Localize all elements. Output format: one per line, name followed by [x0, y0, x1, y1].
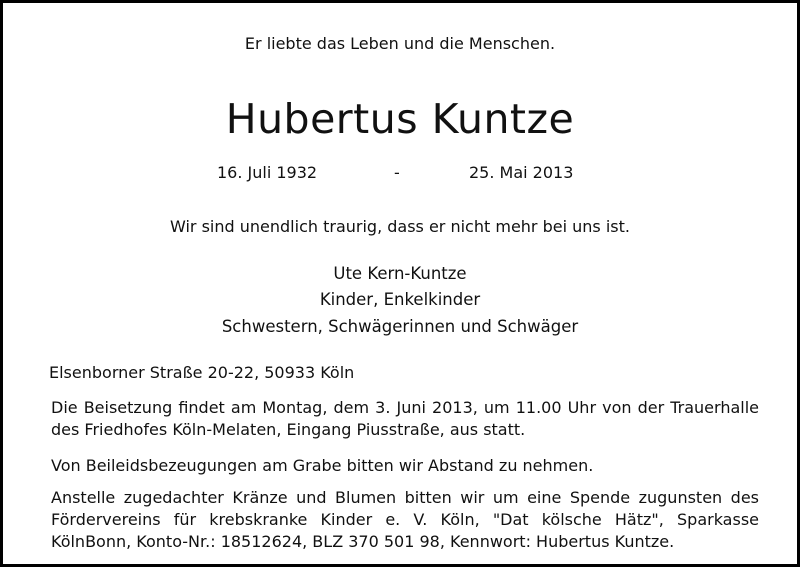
family-member-spouse: Ute Kern-Kuntze: [333, 264, 467, 283]
date-separator: -: [394, 163, 400, 182]
family-address: Elsenborner Straße 20-22, 50933 Köln: [49, 363, 355, 382]
motto-line: Er liebte das Leben und die Menschen.: [244, 34, 556, 53]
family-children-grandchildren: Kinder, Enkelkinder: [319, 290, 481, 309]
family-siblings-in-law: Schwestern, Schwägerinnen und Schwäger: [221, 317, 579, 336]
deceased-name: Hubertus Kuntze: [225, 95, 575, 143]
grief-line: Wir sind unendlich traurig, dass er nicht mehr bei uns ist.: [170, 217, 630, 236]
death-date: 25. Mai 2013: [469, 163, 574, 182]
condolence-request-paragraph: Von Beileidsbezeugungen am Grabe bitten wir Abstand zu nehmen.: [51, 456, 594, 475]
life-dates: [3, 163, 797, 187]
burial-info-paragraph: Die Beisetzung findet am Montag, dem 3. Juni 2013, um 11.00 Uhr von der Trauerhalle des Friedhofes Köln-Melaten, Eingang Piusstraße, aus statt.: [51, 398, 759, 439]
donation-request-paragraph: Anstelle zugedachter Kränze und Blumen bitten wir um eine Spende zugunsten des Fördervereins für krebskranke Kinder e. V. Köln, "Dat kölsche Hätz", Sparkasse KölnBonn, Konto-Nr.: 18512624, BLZ 370 501 98, Kennwort: Hubertus Kuntze.: [51, 488, 759, 551]
birth-date: 16. Juli 1932: [217, 163, 318, 182]
